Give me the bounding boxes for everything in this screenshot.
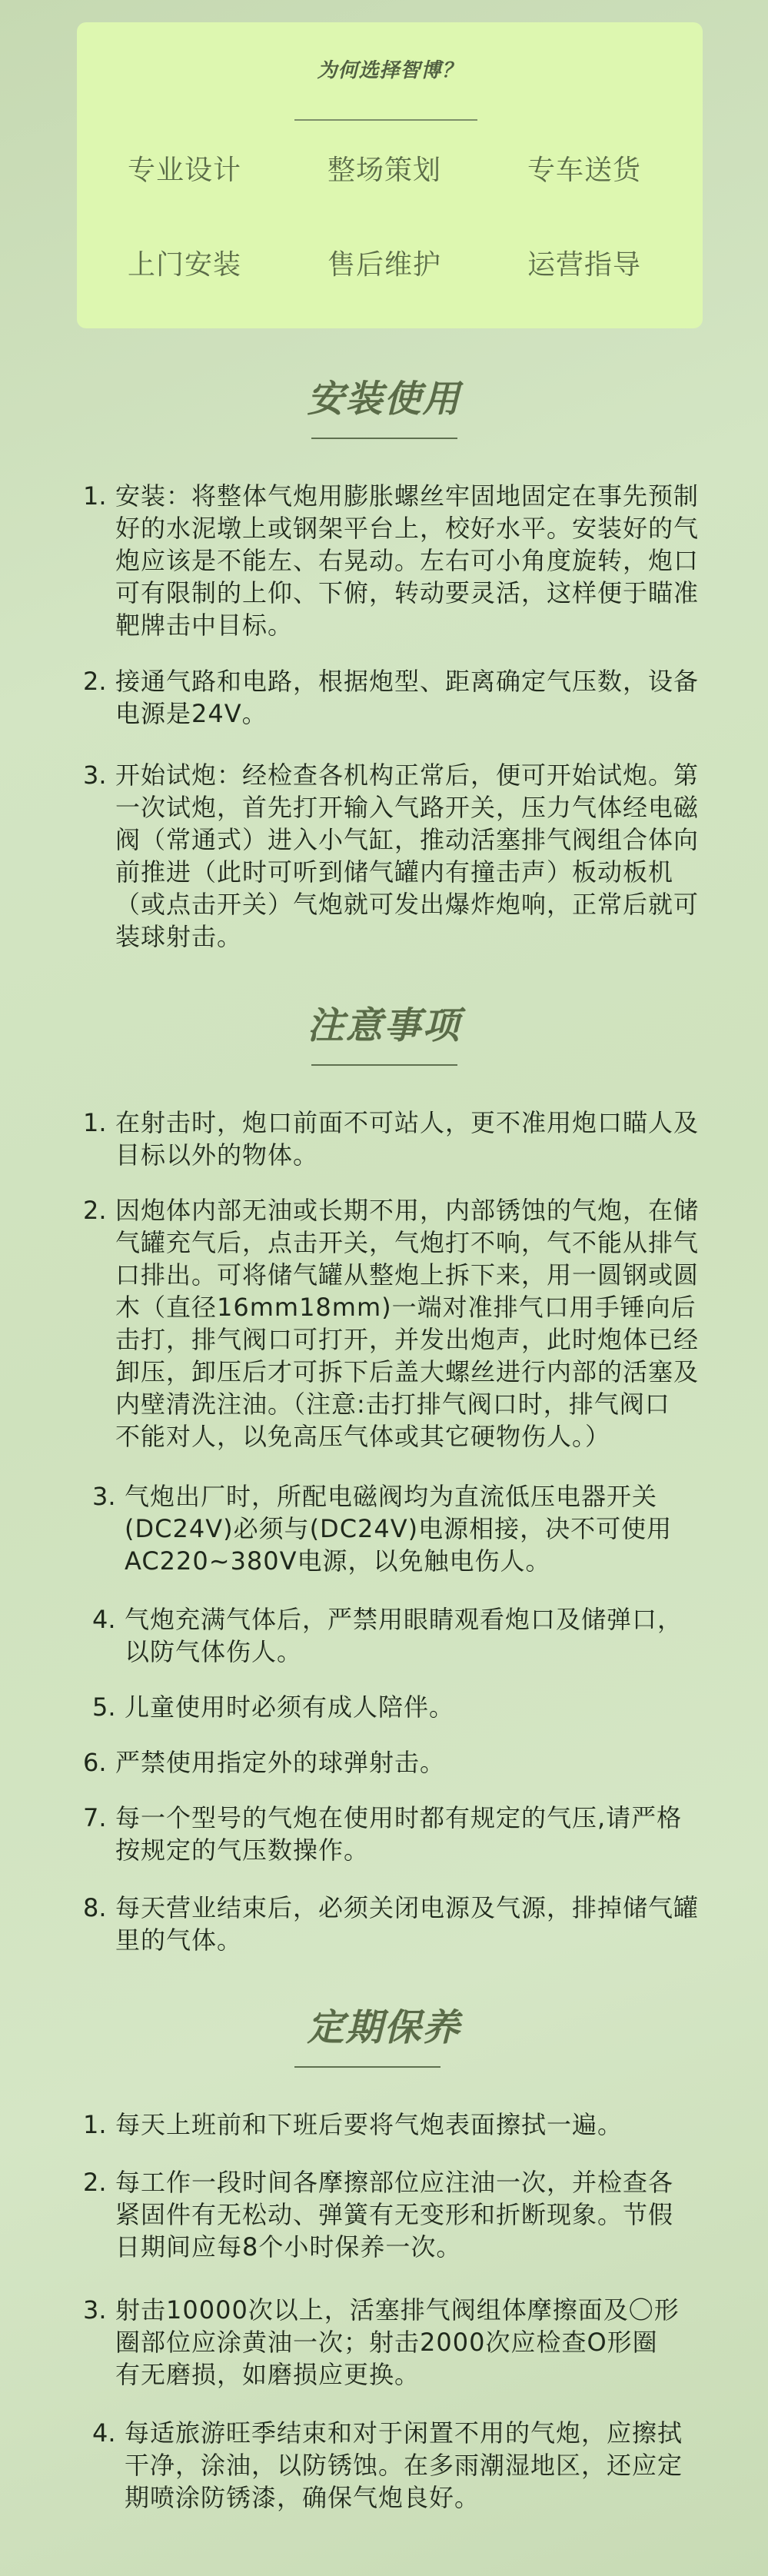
list-item [83,2294,768,2391]
feature-planning: 整场策划 [327,155,441,186]
item-number: 2. [83,2168,107,2197]
list-item [83,1802,768,1866]
divider [311,1064,457,1066]
item-text: 每工作一段时间各摩擦部位应注油一次，并检查各 紧固件有无松动、弹簧有无变形和折断现象。节假 日期间应每8个小时保养一次。 [115,2168,674,2261]
list-item [92,1691,768,1723]
item-text: 接通气路和电路，根据炮型、距离确定气压数，设备 电源是24V。 [115,667,700,728]
list-item [83,1746,768,1779]
list-item [83,2166,768,2263]
item-number: 3. [83,2295,107,2325]
section-title-install: 安装使用 [307,378,461,421]
content [0,378,768,2514]
item-number: 1. [83,481,107,511]
list-item [92,1480,768,1577]
item-text: 开始试炮：经检查各机构正常后，便可开始试炮。第 一次试炮，首先打开输入气路开关，压力气体经电磁 阀（常通式）进入小气缸，推动活塞排气阀组合体向 前推进（此时可听到储气罐内有撞击声）板动板机 （或点击开关）气炮就可发出爆炸炮响，正常后就可 装球射击。 [115,760,700,951]
feature-delivery: 专车送货 [527,155,641,186]
item-text: 严禁使用指定外的球弹射击。 [115,1748,446,1777]
item-text: 气炮充满气体后，严禁用眼睛观看炮口及储弹口， 以防气体伤人。 [125,1605,683,1666]
list-item [83,1194,768,1453]
item-text: 因炮体内部无油或长期不用，内部锈蚀的气炮，在储 气罐充气后，点击开关，气炮打不响，气不能从排气 口排出。可将储气罐从整炮上拆下来，用一圆钢或圆 木（直径16mm18mm)一端对准排气口用手锤向后 击打，排气阀口可打开，并发出炮声，此时炮体已经 卸压，卸压后才可拆下后盖大螺丝进行内部的活塞及 内壁清洗注油。（注意:击打排气阀口时，排气阀口 不能对人，以免高压气体或其它硬物伤人。） [115,1196,700,1451]
card-title: 为何选择智博？ [317,59,463,82]
item-text: 在射击时，炮口前面不可站人，更不准用炮口瞄人及 目标以外的物体。 [115,1108,700,1170]
item-number: 8. [83,1893,107,1922]
item-number: 7. [83,1803,107,1832]
list-item [92,2417,768,2514]
section-title-maintenance: 定期保养 [307,2006,461,2049]
list-item [83,1107,768,1171]
list-item [83,665,768,730]
list-item [83,480,768,641]
item-number: 1. [83,2110,107,2139]
item-text: 每一个型号的气炮在使用时都有规定的气压,请严格 按规定的气压数操作。 [115,1803,683,1865]
section-title-notes: 注意事项 [307,1004,461,1047]
item-text: 气炮出厂时，所配电磁阀均为直流低压电器开关 (DC24V)必须与(DC24V)电源相接，决不可使用 AC220~380V电源，以免触电伤人。 [125,1482,673,1576]
item-number: 4. [92,1605,116,1634]
item-text: 每适旅游旺季结束和对于闲置不用的气炮，应擦拭 干净，涂油，以防锈蚀。在多雨潮湿地区，还应定 期喷涂防锈漆，确保气炮良好。 [125,2418,683,2512]
feature-installation: 上门安装 [127,249,241,281]
feature-design: 专业设计 [127,155,241,186]
item-number: 1. [83,1108,107,1137]
item-number: 6. [83,1748,107,1777]
item-text: 射击10000次以上，活塞排气阀组体摩擦面及〇形 圈部位应涂黄油一次；射击2000次应检查O形圈 有无磨损，如磨损应更换。 [115,2295,680,2389]
item-number: 4. [92,2418,116,2448]
list-item [83,759,768,953]
item-number: 5. [92,1692,116,1722]
item-number: 2. [83,667,107,696]
divider [311,438,457,439]
list-item [92,1603,768,1668]
divider [294,2066,441,2068]
list-item [83,1892,768,1956]
item-text: 每天营业结束后，必须关闭电源及气源，排掉储气罐 里的气体。 [115,1893,700,1955]
divider [294,119,477,121]
feature-operation-guide: 运营指导 [527,249,641,281]
item-text: 每天上班前和下班后要将气炮表面擦拭一遍。 [115,2110,623,2139]
item-text: 安装：将整体气炮用膨胀螺丝牢固地固定在事先预制 好的水泥墩上或钢架平台上，校好水平。安装好的气 炮应该是不能左、右晃动。左右可小角度旋转，炮口 可有限制的上仰、下俯，转动要灵活，这样便于瞄准 靶牌击中目标。 [115,481,700,640]
feature-after-sales: 售后维护 [327,249,441,281]
item-number: 2. [83,1196,107,1225]
list-item [83,2108,768,2141]
item-number: 3. [83,760,107,790]
why-choose-card [77,22,703,328]
item-number: 3. [92,1482,116,1511]
item-text: 儿童使用时必须有成人陪伴。 [125,1692,455,1722]
